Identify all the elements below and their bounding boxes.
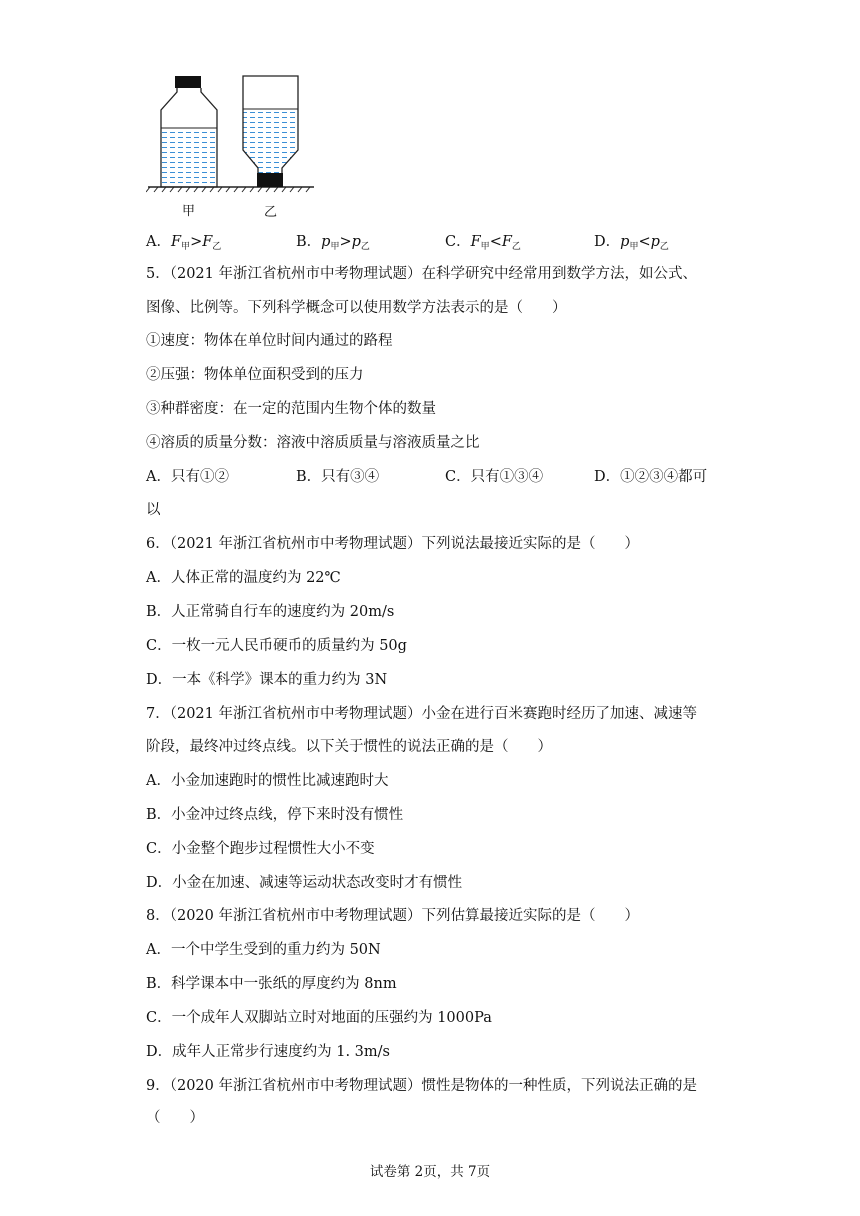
option-letter: C． bbox=[445, 234, 471, 250]
option-rhs: p bbox=[351, 234, 361, 250]
option-lhs: p bbox=[620, 234, 630, 250]
option-letter: D． bbox=[594, 234, 621, 250]
q5-item-2: ②压强：物体单位面积受到的压力 bbox=[146, 367, 364, 383]
q8-option-a[interactable]: A．一个中学生受到的重力约为 50N bbox=[146, 942, 381, 958]
option-letter: A． bbox=[146, 234, 171, 250]
option-lhs: F bbox=[170, 234, 182, 250]
q5-option-c[interactable]: C．只有①③④ bbox=[445, 469, 544, 485]
q7-option-d[interactable]: D．小金在加速、减速等运动状态改变时才有惯性 bbox=[146, 875, 463, 891]
option-lhs-sub: 甲 bbox=[629, 242, 639, 252]
q6-option-c[interactable]: C．一枚一元人民币硬币的质量约为 50g bbox=[146, 638, 407, 654]
q6-option-b[interactable]: B．人正常骑自行车的速度约为 20m/s bbox=[146, 604, 395, 620]
option-rhs: p bbox=[650, 234, 660, 250]
q7-option-c[interactable]: C．小金整个跑步过程惯性大小不变 bbox=[146, 841, 375, 857]
q8-option-c[interactable]: C．一个成年人双脚站立时对地面的压强约为 1000Pa bbox=[146, 1010, 492, 1026]
option-rhs-sub: 乙 bbox=[360, 242, 370, 252]
q5-option-a[interactable]: A．只有①② bbox=[146, 469, 229, 485]
q6-stem: 6．（2021 年浙江省杭州市中考物理试题）下列说法最接近实际的是（ ） bbox=[146, 536, 639, 552]
q6-option-d[interactable]: D．一本《科学》课本的重力约为 3N bbox=[146, 672, 388, 688]
q7-option-a[interactable]: A．小金加速跑时的惯性比减速跑时大 bbox=[146, 773, 389, 789]
option-operator: > bbox=[339, 234, 352, 250]
option-letter: B． bbox=[296, 234, 322, 250]
page-footer: 试卷第 2页，共 7页 bbox=[369, 1164, 491, 1180]
q7-stem-line2: 阶段，最终冲过终点线。以下关于惯性的说法正确的是（ ） bbox=[146, 739, 552, 755]
q5-stem-line1: 5．（2021 年浙江省杭州市中考物理试题）在科学研究中经常用到数学方法，如公式、 bbox=[146, 266, 697, 282]
q4-option-d[interactable] bbox=[594, 232, 669, 257]
q9-stem-line2: （ ） bbox=[146, 1110, 204, 1126]
q7-stem-line1: 7．（2021 年浙江省杭州市中考物理试题）小金在进行百米赛跑时经历了加速、减速等 bbox=[146, 706, 697, 722]
option-lhs-sub: 甲 bbox=[181, 242, 191, 252]
q5-option-b[interactable]: B．只有③④ bbox=[296, 469, 380, 485]
bottle-upright bbox=[161, 76, 217, 187]
q7-option-b[interactable]: B．小金冲过终点线，停下来时没有惯性 bbox=[146, 807, 404, 823]
option-rhs-sub: 乙 bbox=[511, 242, 521, 252]
option-lhs: F bbox=[470, 234, 481, 250]
q4-option-a[interactable] bbox=[146, 232, 221, 257]
q5-option-d[interactable]: D．①②③④都可 bbox=[594, 469, 708, 485]
bottles-figure bbox=[146, 70, 316, 220]
option-rhs: F bbox=[202, 234, 213, 250]
option-lhs: p bbox=[321, 234, 331, 250]
bottle-inverted bbox=[243, 76, 298, 187]
q5-item-3: ③种群密度：在一定的范围内生物个体的数量 bbox=[146, 401, 436, 417]
option-lhs-sub: 甲 bbox=[330, 242, 340, 252]
q9-stem-line1: 9．（2020 年浙江省杭州市中考物理试题）惯性是物体的一种性质，下列说法正确的是 bbox=[146, 1078, 697, 1094]
label-yi: 乙 bbox=[264, 205, 278, 220]
bottles-diagram bbox=[146, 70, 316, 220]
option-operator: < bbox=[489, 234, 502, 250]
q5-stem-line2: 图像、比例等。下列科学概念可以使用数学方法表示的是（ ） bbox=[146, 300, 567, 316]
q8-stem: 8．（2020 年浙江省杭州市中考物理试题）下列估算最接近实际的是（ ） bbox=[146, 908, 639, 924]
option-rhs: F bbox=[501, 234, 512, 250]
label-jia: 甲 bbox=[182, 204, 196, 219]
q8-option-d[interactable]: D．成年人正常步行速度约为 1. 3m/s bbox=[146, 1044, 390, 1060]
option-rhs-sub: 乙 bbox=[212, 242, 222, 252]
q5-item-4: ④溶质的质量分数：溶液中溶质质量与溶液质量之比 bbox=[146, 435, 480, 451]
option-lhs-sub: 甲 bbox=[480, 242, 490, 252]
option-rhs-sub: 乙 bbox=[659, 242, 669, 252]
q5-item-1: ①速度：物体在单位时间内通过的路程 bbox=[146, 333, 393, 349]
q4-option-c[interactable] bbox=[445, 232, 521, 257]
option-operator: < bbox=[638, 234, 651, 250]
option-operator: > bbox=[190, 234, 203, 250]
q4-option-b[interactable] bbox=[296, 232, 370, 257]
q6-option-a[interactable]: A．人体正常的温度约为 22℃ bbox=[146, 570, 341, 586]
q5-option-d-wrap: 以 bbox=[146, 502, 161, 518]
q8-option-b[interactable]: B．科学课本中一张纸的厚度约为 8nm bbox=[146, 976, 397, 992]
